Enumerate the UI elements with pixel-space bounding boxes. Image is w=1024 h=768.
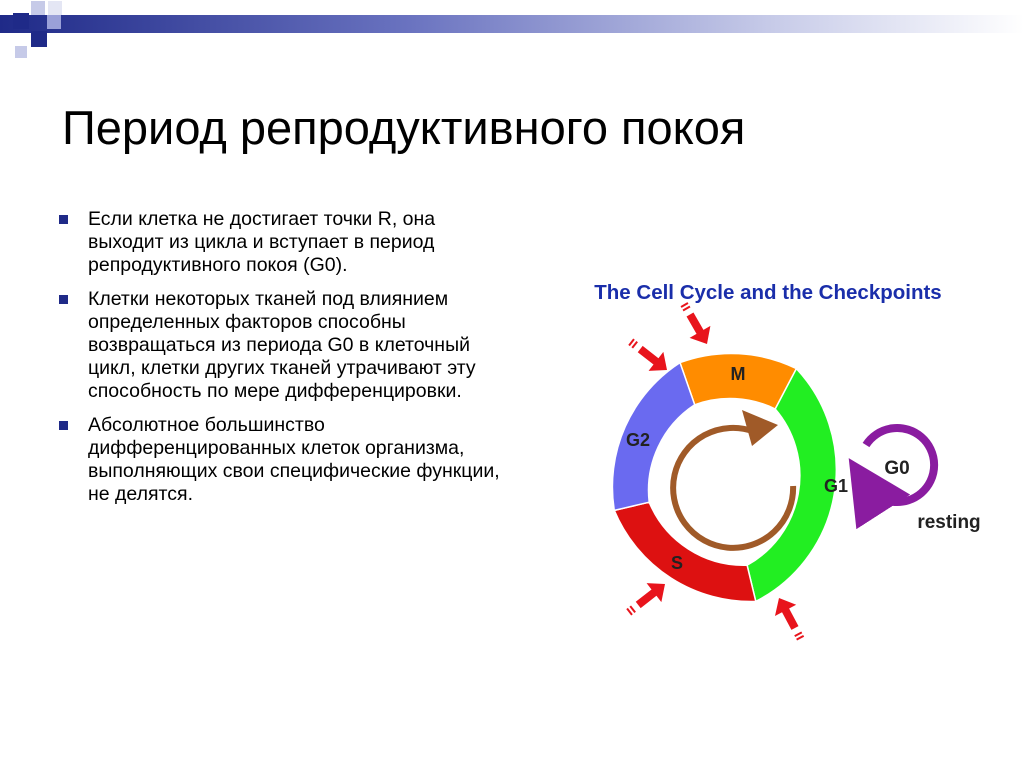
- cycle-arrowhead-icon: [742, 410, 778, 446]
- decor-square: [15, 46, 27, 58]
- cell-cycle-diagram: [555, 268, 1005, 648]
- checkpoint-arrow-icon: [622, 575, 672, 622]
- cycle-direction-arrow: [673, 428, 793, 548]
- bullet-square-icon: [59, 421, 68, 430]
- phase-label-s: S: [670, 553, 684, 573]
- checkpoint-arrow-icon: [768, 592, 810, 643]
- bullet-item: [58, 208, 508, 277]
- header-gradient-bar: [0, 15, 1024, 33]
- phase-label-m: M: [730, 364, 746, 384]
- bullet-list: [58, 208, 508, 517]
- g0-label: G0: [884, 458, 910, 479]
- decor-square: [47, 15, 61, 29]
- resting-label: resting: [917, 512, 981, 533]
- slide-title: Период репродуктивного покоя: [62, 101, 746, 154]
- bullet-item: [58, 288, 508, 403]
- bullet-item: [58, 414, 508, 506]
- diagram-title: The Cell Cycle and the Checkpoints: [594, 281, 942, 304]
- phase-label-g1: G1: [823, 476, 849, 496]
- bullet-text: Абсолютное большинство дифференцированных клеток организма, выполняющих свои специфические функции, не делятся.: [88, 414, 500, 505]
- phase-g2-segment: [612, 363, 694, 511]
- bullet-square-icon: [59, 295, 68, 304]
- decor-square: [13, 13, 29, 29]
- decor-square: [31, 1, 45, 15]
- phase-s-segment: [614, 502, 756, 601]
- phase-label-g2: G2: [625, 430, 651, 450]
- decor-square: [31, 31, 47, 47]
- decor-square: [48, 1, 62, 15]
- bullet-text: Клетки некоторых тканей под влиянием определенных факторов способны возвращаться из периода G0 в клеточный цикл, клетки других тканей утрачивают эту способность по мере дифференцировки.: [88, 288, 476, 402]
- bullet-text: Если клетка не достигает точки R, она выходит из цикла и вступает в период репродуктивного покоя (G0).: [88, 208, 436, 276]
- checkpoint-arrow-icon: [674, 299, 717, 350]
- bullet-square-icon: [59, 215, 68, 224]
